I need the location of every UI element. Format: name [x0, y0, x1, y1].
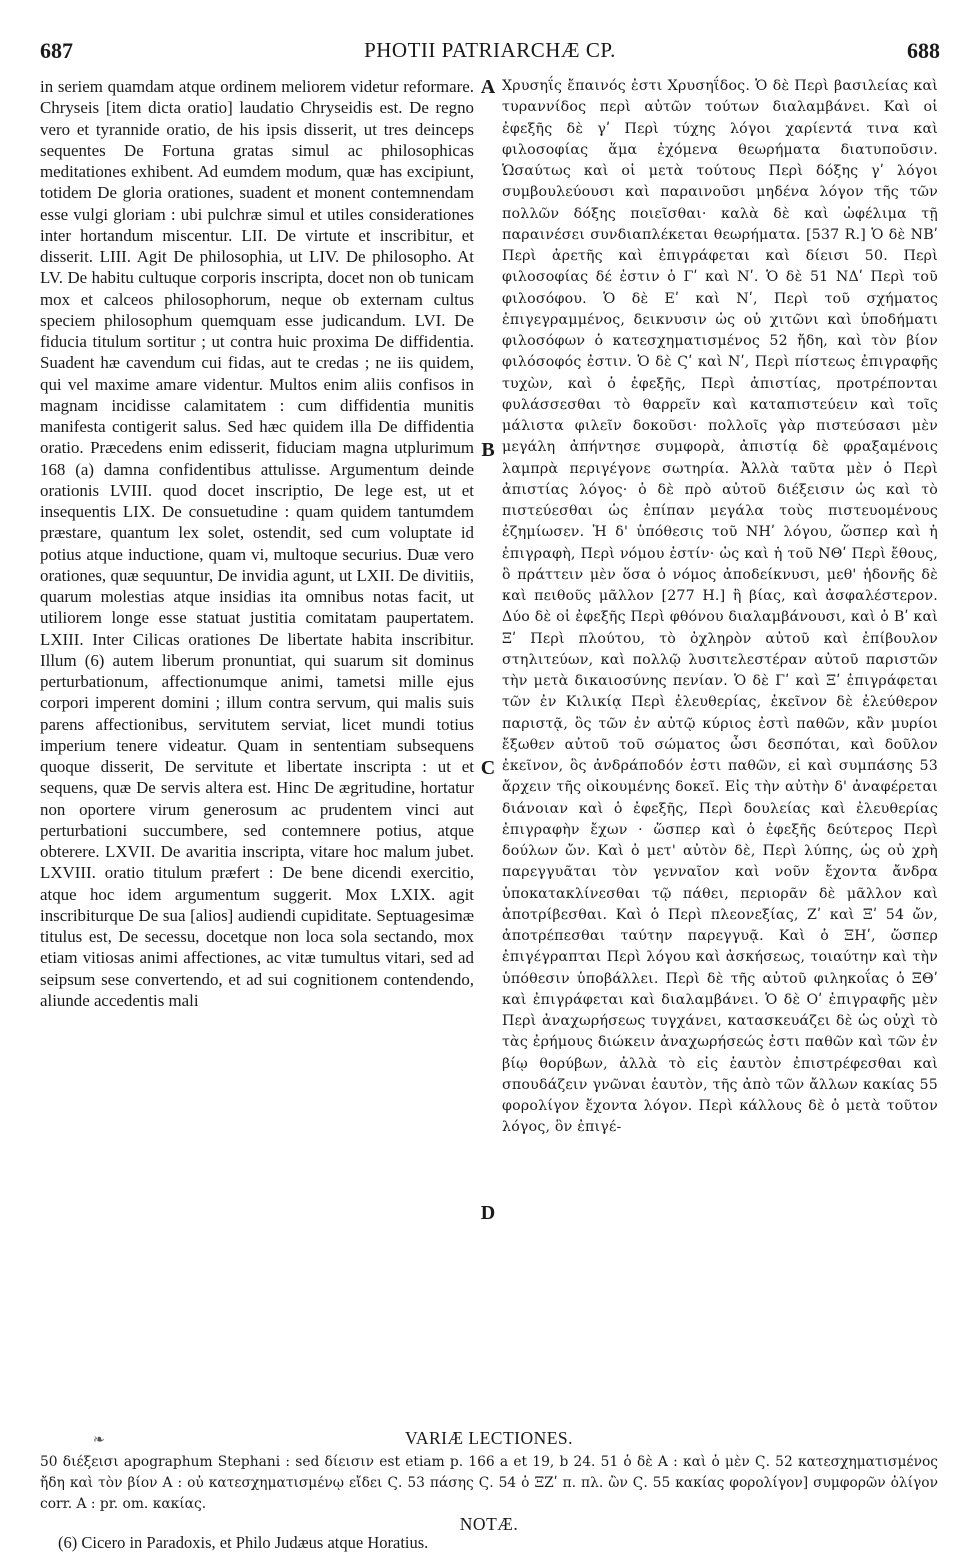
right-page-number: 688 [907, 38, 940, 63]
margin-marker-a: A [480, 76, 496, 98]
greek-text: Χρυσηΐς ἔπαινός ἐστι Χρυσηΐδος. Ὁ δὲ Περὶ βασιλείας καὶ τυραννίδος περὶ αὐτῶν τούτων διαλαμβάνει. Καὶ οἱ ἐφεξῆς δὲ γʹ Περὶ τύχης λόγοι χαρίεντά τινα καὶ φιλοσοφίας ἅμα ἐχόμενα θεωρήματα διατυποῦσιν. Ὡσαύτως καὶ οἱ μετὰ τούτους Περὶ δόξης γʹ λόγοι συμβουλεύουσι καὶ παραινοῦσι μηδένα λόγον τῆς τῶν πολλῶν δόξης ποιεῖσθαι· καλὰ δὲ καὶ ὠφέλιμα τῇ παραινέσει συνδιαπλέκεται θεωρήματα. [537 R.] Ὁ δὲ ΝΒʹ Περὶ ἀρετῆς καὶ ἐπιγράφεται καὶ δίεισι 50. Περὶ φιλοσοφίας δέ ἐστιν ὁ Γʹ καὶ Νʹ. Ὁ δὲ 51 ΝΔʹ Περὶ τοῦ φιλοσόφου. Ὁ δὲ Εʹ καὶ Νʹ, Περὶ τοῦ σχήματος ἐπιγεγραμμένος, δεικνυσιν ὡς οὐ χιτῶνι καὶ ὑποδήματι φιλοσόφων ὁ κατεσχηματισμένος 52 ἤδη, καὶ τὸν βίον φιλόσοφός ἐστιν. Ὁ δὲ Ϛʹ καὶ Νʹ, Περὶ πίστεως ἐπιγραφῆς τυχὼν, καὶ ὁ ἐφεξῆς, Περὶ ἀπιστίας, προτρέπονται φυλάσσεσθαι τὸ θαρρεῖν καὶ καταπιστεύειν καὶ τοῖς μάλιστα φιλεῖν δοκοῦσι· πολλοῖς γὰρ πιστεύσασι μὲν μεγάλη ἀπήντησε συμφορὰ, ἀπιστίᾳ δὲ φραξαμένοις λαμπρὰ περιγέγονε σωτηρία. Ἀλλὰ ταῦτα μὲν ὁ Περὶ ἀπιστίας λόγος· ὁ δὲ πρὸ αὐτοῦ διέξεισιν ὡς καὶ τὸ πιστεύεσθαι ὡς ἐπίπαν μεγάλα τοὺς πιστευομένους ἐζημίωσεν. Ἡ δ' ὑπόθεσις τοῦ ΝΗʹ λόγου, ὥσπερ καὶ ἡ ἐπιγραφὴ, Περὶ νόμου ἐστίν· ὡς καὶ ἡ τοῦ ΝΘʹ Περὶ ἔθους, ὃ πράττειν μὲν ὅσα ὁ νόμος ἀποδείκνυσι, μεθ' ἡδονῆς δὲ καὶ πειθοῦς μᾶλλον [277 H.] ἢ βίας, καὶ ἀσφαλέστερον. Δύο δὲ οἱ ἐφεξῆς Περὶ φθόνου διαλαμβάνουσι, καὶ ὁ Βʹ καὶ Ξʹ Περὶ πλούτου, τὸ ὀχληρὸν αὐτοῦ καὶ ἐπίβουλον στηλιτεύων, καὶ πολλῷ λυσιτελεστέραν αὐτοῦ παριστῶν τὴν μετὰ δικαιοσύνης πενίαν. Ὁ δὲ Γʹ καὶ Ξʹ ἐπιγράφεται τῶν ἐν Κιλικίᾳ Περὶ ἐλευθερίας, ἐκεῖνον δὲ ἐλεύθερον παριστᾷ, ὃς τῶν ἐν αὐτῷ κύριος ἐστὶ παθῶν, κἂν μυρίοι ἔξωθεν αὐτοῦ τοῦ σώματος ὦσι δεσπόται, καὶ δοῦλον ἐκεῖνον, ὃς ἀνδράποδόν ἐστι παθῶν, εἰ καὶ συμπάσης 53 ἄρχειν τῆς οἰκουμένης δοκεῖ. Εἰς τὴν αὐτὴν δ' ἀναφέρεται διάνοιαν καὶ ὁ ἐφεξῆς, Περὶ δουλείας καὶ ἐλευθερίας ἐπιγραφὴν ἔχων · ὥσπερ καὶ ὁ ἐφεξῆς δεύτερος Περὶ δούλων ὤν. Καὶ ὁ μετ' αὐτὸν δὲ, Περὶ λύπης, ὡς οὐ χρὴ παρεγγυᾶται τὸν γενναῖον καὶ νοῦν ἔχοντα ἄνδρα ὑποκατακλίνεσθαι τῷ πάθει, περιορᾶν δὲ μᾶλλον καὶ ἀποτρίβεσθαι. Καὶ ὁ Περὶ πλεονεξίας, Ζʹ καὶ Ξʹ 54 ὤν, ἀποτρέπεσθαι ταύτην παρεγγυᾷ. Καὶ ὁ ΞΗʹ, ὥσπερ ἐπιγέγραπται Περὶ λόγου καὶ ἀσκήσεως, τοιαύτην καὶ τὴν ὑπόθεσιν ὑποβάλλει. Περὶ δὲ τῆς αὐτοῦ φιληκοΐας ὁ ΞΘʹ καὶ ἐπιγράφεται καὶ διαλαμβάνει. Ὁ δὲ Οʹ ἐπιγραφῆς μὲν Περὶ ἀναχωρήσεως τυγχάνει, κατασκευάζει δὲ ὡς οὐχὶ τὸ τὰς ἐρήμους διώκειν ἀναχωρήσεώς ἐστι παθῶν καὶ τῶν ἐν βίῳ θορύβων, ἀλλὰ τὸ εἰς ἑαυτὸν ἐπιστρέφεσθαι καὶ σπουδάζειν γνῶναι ἑαυτὸν, τῆς ἀπὸ τῶν ἄλλων κακίας 55 φορολίγον ἔχοντα λόγον. Περὶ κάλλους δὲ ὁ μετὰ τοῦτον λόγος, ὃν ἐπιγέ- [502, 78, 938, 1136]
margin-marker-d: D [480, 1202, 496, 1224]
page-header [40, 38, 940, 68]
variae-lectiones-text: 50 διέξεισι apographum Stephani : sed δίεισιν est etiam p. 166 a et 19, b 24. 51 ὁ δὲ A : καὶ ὁ μὲν Ϛ. 52 κατεσχηματισμένος ἤδη καὶ τὸν βίον A : οὐ κατεσχηματισμένῳ εἴδει Ϛ. 53 πάσης Ϛ. 54 ὁ ΞΖʹ π. πλ. ὢν Ϛ. 55 κακίας φορολίγον] συμφορῶν ὀλίγον corr. A : pr. om. κακίας. [40, 1454, 938, 1512]
margin-marker-c: C [480, 757, 496, 779]
latin-text: in seriem quamdam atque ordinem meliorem videtur reformare. Chryseis [item dicta oratio] laudatio Chryseidis est. De regno vero et tyrannide oratio, de his ipsis disserit, ut tres deinceps sequentes De Fortuna gratas simul ac philosophicas meditationes exhibent. Ad eumdem modum, quæ has excipiunt, totidem De gloria orationes, suadent et monent contemnendam esse vulgi gloriam : ubi pulchræ simul et utiles considerationes inter hortandum miscentur. LII. De virtute et inscribitur, et disserit. LIII. Agit De philosophia, ut LIV. De philosopho. At LV. De habitu cultuque corporis inscripta, docet non ob tunicam mox et calceos philosophorum, neque ob externam cultus speciem philosophum quemquam esse judicandum. LVI. De fiducia titulum sortitur ; ut contra huic proxima De diffidentia. Suadent hæ cavendum cui fidas, aut te credas ; ne iis quidem, qui vel maxime amare videntur. Multos enim aliis confisos in magnam incidisse calamitatem : cum diffidentia munitis manifesta contigerit salus. Sed hæc quidem illa De diffidentia oratio. Præcedens enim edisserit, fiduciam magna utplurimum 168 (a) damna confidentibus attulisse. Argumentum deinde orationis LVIII. quod docet inscriptio, De lege est, ut et insequentis LIX. De consuetudine : quam quidem tantumdem præstare, quantum lex solet, ostendit, sed cum voluptate id potius atque inductione, quam vi, multoque securius. Duæ vero orationes, quæ sequuntur, De invidia agunt, ut LXII. De divitiis, quarum molestias atque insidias ita omnibus notas facit, ut utiliorem longe esse statuat justitia comitatam paupertatem. LXIII. Inter Cilicas orationes De libertate habita inscribitur. Illum (6) autem liberum pronuntiat, qui suarum sit dominus perturbationum, affectionumque animi, tametsi mille ejus corpori imperent domini ; illum contra servum, qui malis suis parens affectionibus, servitutem serviat, licet mundi totius imperium tenere videatur. Quam in sententiam subsequens quoque disserit, De servitute et libertate inscripta : ut et sequens, quæ De servis altera est. Hinc De ægritudine, hortatur non oportere virum generosum ac prudentem vinci aut perturbationi succumbere, sed contemnere potius, atque obterere. LXVII. De avaritia inscripta, vitare hoc malum jubet. LXVIII. oratio titulum præfert : De bene dicendi exercitio, atque hoc idem argumentum suggerit. Mox LXIX. agit inscribiturque De sua [alios] audiendi cupiditate. Septuagesimæ titulus est, De secessu, docetque non loca sola sectando, mox etiam vitiosas animi affectiones, ac vitæ tumultus vitari, sed ad seipsum sese convertendo, et ad sui cognitionem contendendo, aliunde accedentis mali [40, 77, 474, 1010]
greek-column [502, 76, 938, 1139]
latin-column [40, 76, 474, 1011]
left-page-number: 687 [40, 38, 73, 63]
notae-heading: NOTÆ. [459, 1514, 519, 1534]
running-title: PHOTII PATRIARCHÆ CP. [364, 38, 616, 62]
margin-marker-b: B [481, 439, 495, 461]
variae-lectiones-heading: VARIÆ LECTIONES. [404, 1428, 574, 1448]
notae-text: (6) Cicero in Paradoxis, et Philo Judæus atque Horatius. [58, 1533, 429, 1552]
ornament-icon: ❧ [93, 1433, 105, 1448]
